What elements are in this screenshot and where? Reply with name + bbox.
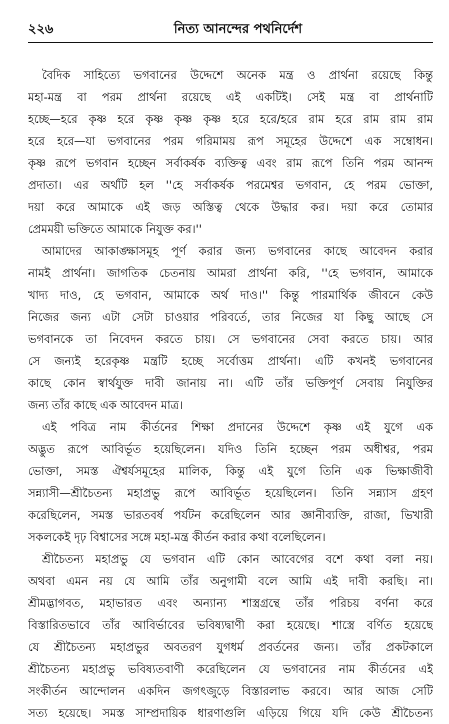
text-line: সকলকেই দৃঢ় বিশ্বাসের সঙ্গে মহা-মন্ত্র কীর্তন করার কথা বলেছিলেন। [28, 530, 326, 544]
text-line: নিজের জন্য এটা সেটা চাওয়ার পরিবর্তে, তার নিজের যা কিছু আছে সে [28, 310, 433, 324]
text-line: যে শ্রীচৈতন্য মহাপ্রভুর অবতরণ যুগধর্ম প্রবর্তনের জন্য। তাঁর প্রকটকালে [28, 640, 433, 654]
text-line: সন্ন্যাসী—শ্রীচৈতন্য মহাপ্রভু রূপে আবির্ভূত হয়েছিলেন। তিনি সন্ন্যাস গ্রহণ [28, 486, 433, 500]
text-line: সত্য হয়েছে। সমস্ত সাম্প্রদায়িক ধারণাগুলি এড়িয়ে গিয়ে যদি কেউ শ্রীচৈতন্য [28, 706, 433, 720]
text-line: করেছিলেন, সমস্ত ভারতবর্ষ পর্যটন করেছিলেন আর জ্ঞানীব্যক্তি, রাজা, ভিখারী [28, 508, 433, 522]
text-line: সে জন্যই হরেকৃষ্ণ মন্ত্রটি হচ্ছে সর্বোত্তম প্রার্থনা। এটি কখনই ভগবানের [28, 354, 433, 368]
text-line: কাছে কোন স্বার্থযুক্ত দাবী জানায় না। এটি তাঁর ভক্তিপূর্ণ সেবায় নিযুক্তির [28, 376, 433, 390]
text-line: এই পবিত্র নাম কীর্তনের শিক্ষা প্রদানের উদ্দেশে কৃষ্ণ এই যুগে এক [42, 420, 433, 434]
text-line: জন্য তাঁর কাছে এক আবেদন মাত্র। [28, 398, 183, 412]
text-line: সংকীর্তন আন্দোলন একদিন জগৎজুড়ে বিস্তারলাভ করবে। আর আজ সেটি [28, 684, 433, 698]
text-line: অথবা এমন নয় যে আমি তাঁর অনুগামী বলে আমি এই দাবী করছি। না। [28, 574, 433, 588]
text-line: দয়া করে আমাকে এই জড় অস্তিত্ব থেকে উদ্ধার কর। দয়া করে তোমার [28, 200, 433, 214]
text-line: প্রদাতা। এর অর্থটি হল ''হে সর্বাকর্ষক পরমেশ্বর ভগবান, হে পরম ভোক্তা, [28, 178, 433, 192]
text-line: মহা-মন্ত্র বা পরম প্রার্থনা রয়েছে এই একটিই। সেই মন্ত্র বা প্রার্থনাটি [28, 90, 433, 104]
running-title: নিত্য আনন্দের পথনির্দেশ [173, 22, 303, 37]
text-line: হরে হরে—যা ভগবানের পরম গরিমাময় রূপ সমূহের উদ্দেশে এক সম্বোধন। [28, 134, 433, 148]
text-line: শ্রীচৈতন্য মহাপ্রভু ভবিষ্যতবাণী করেছিলেন যে ভগবানের নাম কীর্তনের এই [28, 662, 433, 676]
text-line: অদ্ভুত রূপে আবির্ভূত হয়েছিলেন। যদিও তিনি হচ্ছেন পরম অধীশ্বর, পরম [28, 442, 433, 456]
text-line: খাদ্য দাও, হে ভগবান, আমাকে অর্থ দাও।'' কিন্তু পারমার্থিক জীবনে কেউ [28, 288, 433, 302]
text-line: আমাদের আকাঙ্ক্ষাসমূহ পূর্ণ করার জন্য ভগবানের কাছে আবেদন করার [42, 244, 433, 258]
text-line: শ্রীমদ্ভাগবত, মহাভারত এবং অন্যান্য শাস্ত্রগ্রন্থে তাঁর পরিচয় বর্ণনা করে [28, 596, 433, 610]
text-line: ভগবানকে তা নিবেদন করতে চায়। সে ভগবানের সেবা করতে চায়। আর [28, 332, 433, 346]
text-line: প্রেমময়ী ভক্তিতে আমাকে নিযুক্ত কর।'' [28, 222, 202, 236]
text-line: ভোক্তা, সমস্ত ঐশ্বর্যসমূহের মালিক, কিন্তু এই যুগে তিনি এক ভিক্ষাজীবী [28, 464, 433, 478]
text-line: বিস্তারিতভাবে তাঁর আবির্ভাবের ভবিষ্যদ্বাণী করা হয়েছে। শাস্ত্রে বর্ণিত হয়েছে [28, 618, 433, 632]
page-header [28, 20, 433, 40]
body-text [28, 64, 433, 720]
text-line: বৈদিক সাহিত্যে ভগবানের উদ্দেশে অনেক মন্ত্র ও প্রার্থনা রয়েছে কিন্তু [42, 68, 433, 82]
header-rule [28, 42, 433, 43]
page-number: ২২৬ [28, 22, 54, 37]
text-line: শ্রীচৈতন্য মহাপ্রভু যে ভগবান এটি কোন আবেগের বশে কথা বলা নয়। [42, 552, 433, 566]
text-line: নামই প্রার্থনা। জাগতিক চেতনায় আমরা প্রার্থনা করি, ''হে ভগবান, আমাকে [28, 266, 433, 280]
text-line: কৃষ্ণ রূপে ভগবান হচ্ছেন সর্বাকর্ষক ব্যক্তিত্ব এবং রাম রূপে তিনি পরম আনন্দ [28, 156, 433, 170]
text-line: হচ্ছে—হরে কৃষ্ণ হরে কৃষ্ণ কৃষ্ণ কৃষ্ণ হরে হরে/হরে রাম হরে রাম রাম রাম [28, 112, 433, 126]
